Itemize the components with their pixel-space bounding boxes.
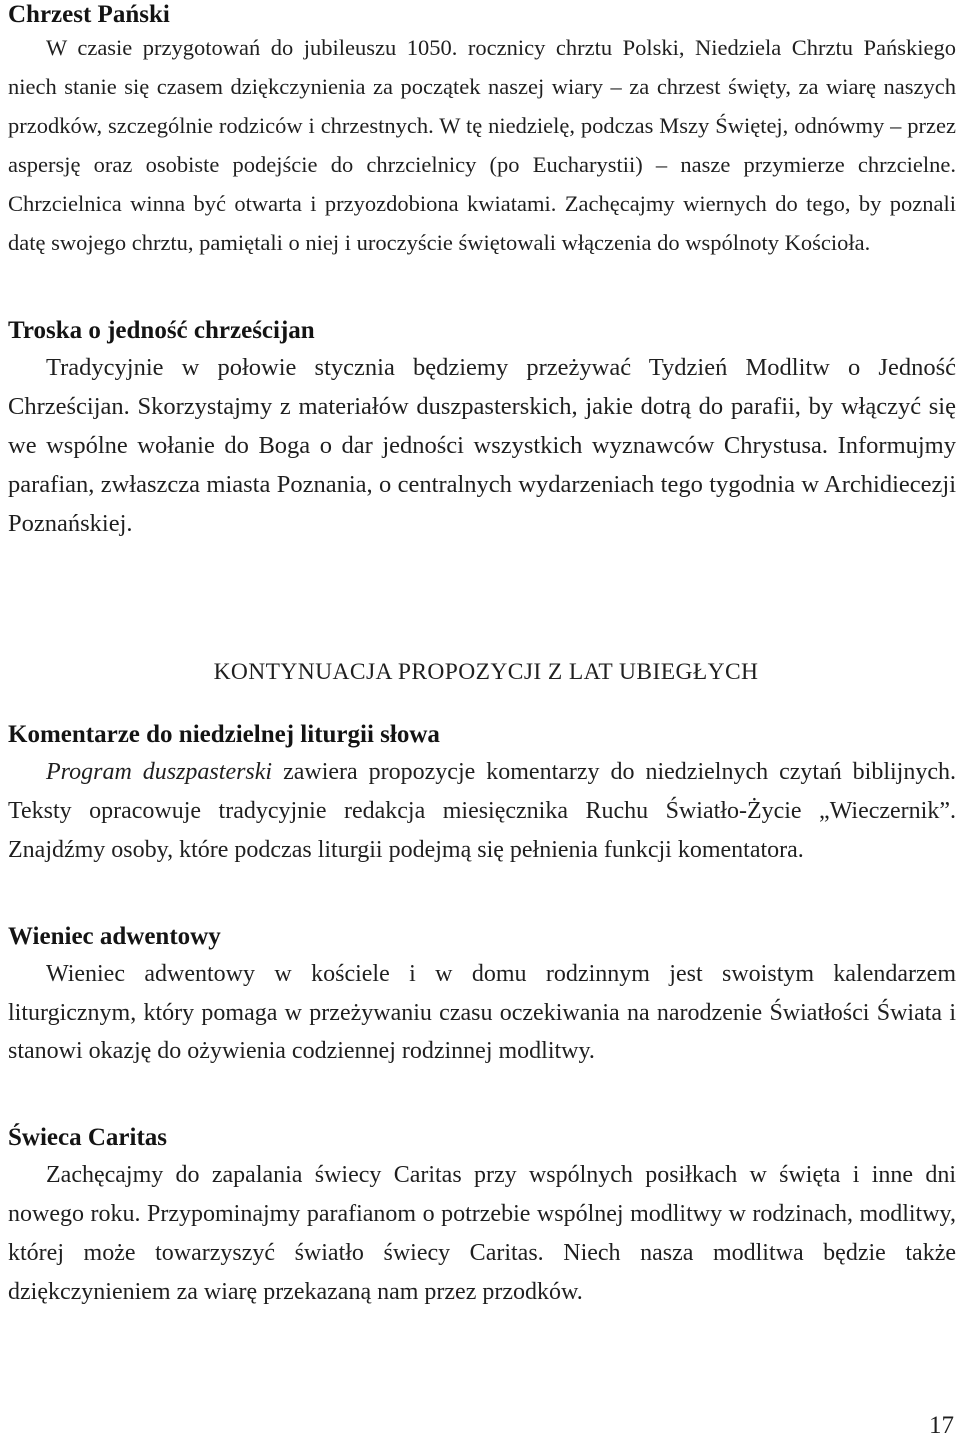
document-page: [8, 0, 956, 1311]
section-swieca-caritas: [8, 1119, 956, 1311]
section-paragraph: W czasie przygotowań do jubileuszu 1050. rocznicy chrztu Polski, Niedziela Chrztu Pańskiego niech stanie się czasem dziękczynienia za początek naszej wiary – za chrzest święty, za wiarę naszych przodków, szczególnie rodziców i chrzestnych. W tę niedzielę, podczas Mszy Świętej, odnówmy – przez aspersję oraz osobiste podejście do chrzcielnicy (po Eucharystii) – nasze przymierze chrzcielne. Chrzcielnica winna być otwarta i przyozdobiona kwiatami. Zachęcajmy wiernych do tego, by poznali datę swojego chrztu, pamiętali o niej i uroczyście świętowali włączenia do wspólnoty Kościoła.: [8, 35, 956, 255]
paragraph-rest: zawiera propozycje komentarzy do niedzielnych czytań biblijnych. Teksty opracowuje tradycyjnie redakcja miesięcznika Ruchu Światło-Życie „Wieczernik”. Znajdźmy osoby, które podczas liturgii podejmą się pełnienia funkcji komentatora.: [8, 759, 956, 864]
section-heading: Wieniec adwentowy: [8, 922, 221, 950]
section-komentarze: [8, 716, 956, 869]
section-wieniec-adwentowy: [8, 918, 956, 1071]
page-number: 17: [929, 1412, 954, 1439]
section-chrzest-panski: [8, 0, 956, 262]
section-heading: Komentarze do niedzielnej liturgii słowa: [8, 721, 440, 749]
continuation-title: KONTYNUACJA PROPOZYCJI Z LAT UBIEGŁYCH: [213, 659, 759, 686]
section-paragraph: Wieniec adwentowy w kościele i w domu rodzinnym jest swoistym kalendarzem liturgicznym, który pomaga w przeżywaniu czasu oczekiwania na narodzenie Światłości Świata i stanowi okazję do ożywienia codziennej rodzinnej modlitwy.: [8, 960, 956, 1065]
section-paragraph: [8, 753, 956, 869]
section-troska-o-jednosc: [8, 312, 956, 543]
italic-lead: Program duszpasterski: [46, 759, 273, 786]
section-paragraph: Zachęcajmy do zapalania świecy Caritas przy wspólnych posiłkach w święta i inne dni nowego roku. Przypominajmy parafianom o potrzebie wspólnej modlitwy w rodzinach, modlitwy, której może towarzyszyć światło świecy Caritas. Niech nasza modlitwa będzie także dziękczynieniem za wiarę przekazaną nam przez przodków.: [8, 1162, 956, 1305]
section-paragraph: Tradycyjnie w połowie stycznia będziemy przeżywać Tydzień Modlitw o Jedność Chrześcijan. Skorzystajmy z materiałów duszpasterskich, jakie dotrą do parafii, by włączyć się we wspólne wołanie do Boga o dar jedności wszystkich wyznawców Chrystusa. Informujmy parafian, zwłaszcza miasta Poznania, o centralnych wydarzeniach tego tygodnia w Archidiecezji Poznańskiej.: [8, 354, 956, 537]
section-heading: Troska o jedność chrześcijan: [8, 317, 315, 345]
section-heading: Chrzest Pański: [8, 1, 170, 28]
section-heading: Świeca Caritas: [8, 1124, 167, 1152]
